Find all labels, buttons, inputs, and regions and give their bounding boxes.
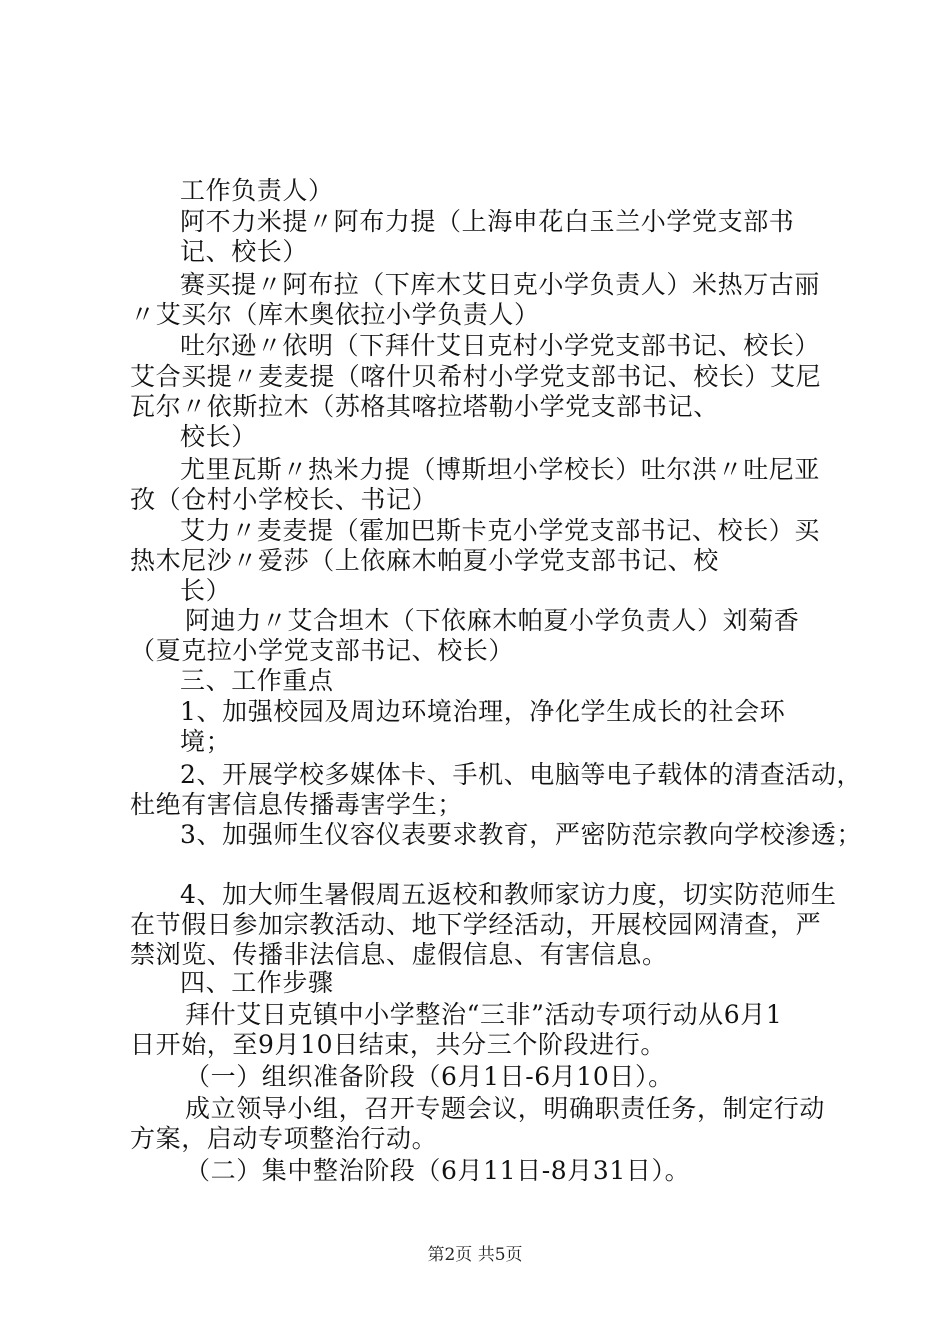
text-line: 记、校长） bbox=[180, 237, 309, 266]
text-line: 〃艾买尔（库木奥依拉小学负责人） bbox=[130, 300, 540, 329]
text-line: 艾合买提〃麦麦提（喀什贝希村小学党支部书记、校长）艾尼 bbox=[130, 362, 822, 391]
text-line: 工作负责人） bbox=[180, 176, 334, 205]
text-line: 拜什艾日克镇中小学整治“三非”活动专项行动从6月1 bbox=[185, 1000, 783, 1029]
text-line: 成立领导小组，召开专题会议，明确职责任务，制定行动 bbox=[185, 1094, 826, 1123]
text-line: 在节假日参加宗教活动、地下学经活动，开展校园网清查，严 bbox=[130, 910, 822, 939]
text-line: 艾力〃麦麦提（霍加巴斯卡克小学党支部书记、校长）买 bbox=[180, 516, 821, 545]
text-line: （二）集中整治阶段（6月11日-8月31日）。 bbox=[185, 1156, 691, 1185]
text-line: （一）组织准备阶段（6月1日-6月10日）。 bbox=[185, 1062, 674, 1091]
text-line: 赛买提〃阿布拉（下库木艾日克小学负责人）米热万古丽 bbox=[180, 270, 821, 299]
text-line: 2、开展学校多媒体卡、手机、电脑等电子载体的清查活动， bbox=[180, 760, 863, 789]
text-line: 阿迪力〃艾合坦木（下依麻木帕夏小学负责人）刘菊香 bbox=[185, 606, 800, 635]
text-line: 长） bbox=[180, 576, 232, 605]
text-line: 杜绝有害信息传播毒害学生； bbox=[130, 790, 463, 819]
text-line: 尤里瓦斯〃热米力提（博斯坦小学校长）吐尔洪〃吐尼亚 bbox=[180, 455, 821, 484]
text-line: 日开始，至9月10日结束，共分三个阶段进行。 bbox=[130, 1030, 666, 1059]
page-footer: 第2页 共5页 bbox=[427, 1245, 523, 1265]
text-line: 禁浏览、传播非法信息、虚假信息、有害信息。 bbox=[130, 940, 668, 969]
text-line: 孜（仓村小学校长、书记） bbox=[130, 485, 438, 514]
section-heading: 三、工作重点 bbox=[180, 666, 334, 695]
text-line: 热木尼沙〃爱莎（上依麻木帕夏小学党支部书记、校 bbox=[130, 546, 719, 575]
text-line: 吐尔逊〃依明（下拜什艾日克村小学党支部书记、校长） bbox=[180, 331, 821, 360]
text-line: 1、加强校园及周边环境治理，净化学生成长的社会环 bbox=[180, 697, 786, 726]
section-heading: 四、工作步骤 bbox=[180, 968, 334, 997]
text-line: （夏克拉小学党支部书记、校长） bbox=[130, 636, 515, 665]
text-line: 境； bbox=[180, 727, 232, 756]
text-line: 校长） bbox=[180, 422, 257, 451]
text-line: 4、加大师生暑假周五返校和教师家访力度，切实防范师生 bbox=[180, 880, 837, 909]
text-line: 3、加强师生仪容仪表要求教育，严密防范宗教向学校渗透； bbox=[180, 820, 863, 849]
text-line: 瓦尔〃依斯拉木（苏格其喀拉塔勒小学党支部书记、 bbox=[130, 392, 719, 421]
text-line: 方案，启动专项整治行动。 bbox=[130, 1124, 438, 1153]
text-line: 阿不力米提〃阿布力提（上海申花白玉兰小学党支部书 bbox=[180, 207, 795, 236]
